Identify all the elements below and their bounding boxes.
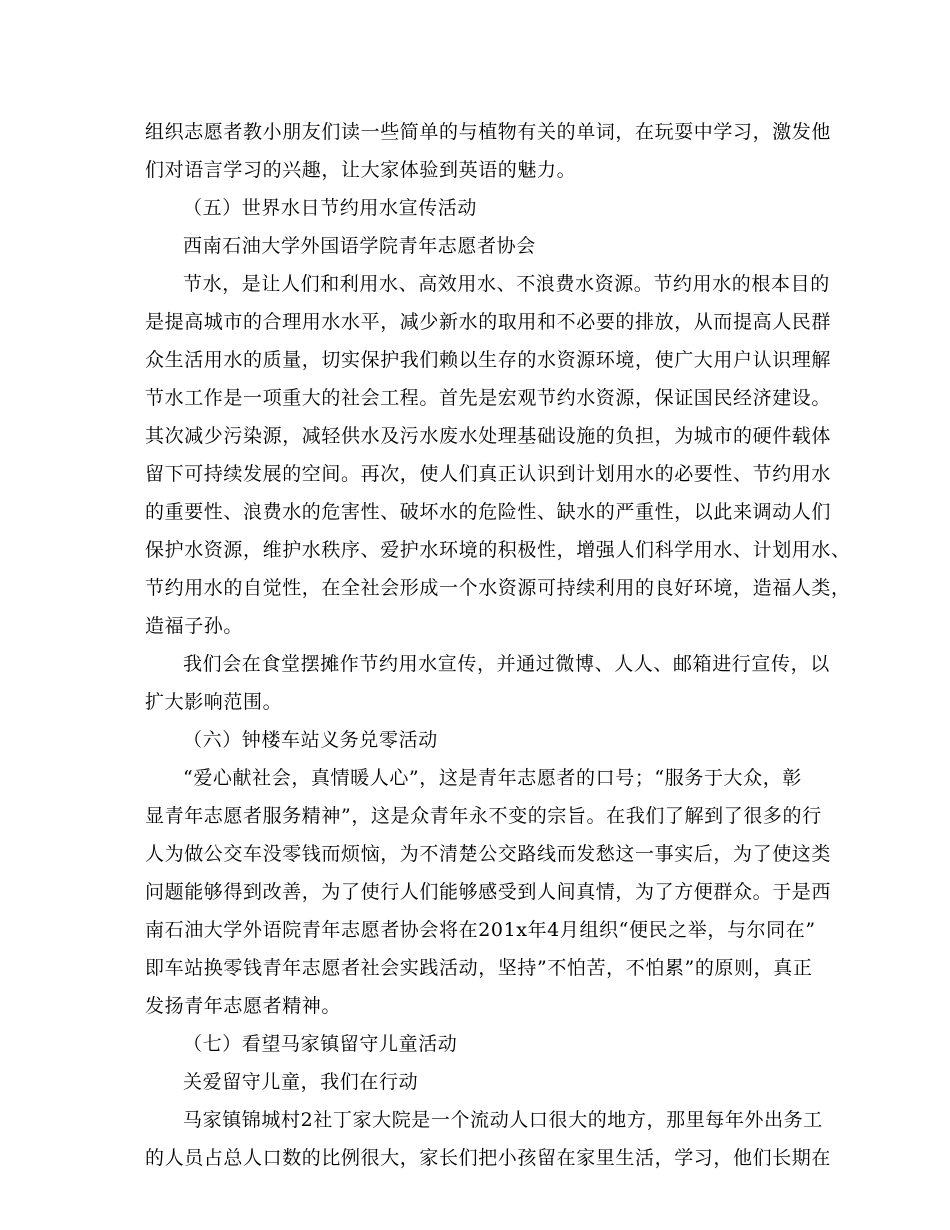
- paragraph-start-line: “爱心献社会，真情暖人心”，这是青年志愿者的口号；“服务于大众，彰: [183, 767, 802, 789]
- body-text-line: 的人员占总人口数的比例很大，家长们把小孩留在家里生活，学习，他们长期在: [145, 1147, 832, 1169]
- body-text-line: 南石油大学外语院青年志愿者协会将在201x年4月组织“便民之举，与尔同在”: [145, 919, 816, 941]
- body-text-line: 其次减少污染源，减轻供水及污水废水处理基础设施的负担，为城市的硬件载体: [145, 425, 832, 447]
- body-text-line: 节水工作是一项重大的社会工程。首先是宏观节约水资源，保证国民经济建设。: [145, 387, 832, 409]
- paragraph-start-line: 马家镇锦城村2社丁家大院是一个流动人口很大的地方，那里每年外出务工: [183, 1109, 823, 1131]
- body-text-line: 问题能够得到改善，为了使行人们能够感受到人间真情，为了方便群众。于是西: [145, 881, 832, 903]
- paragraph-start-line: 我们会在食堂摆摊作节约用水宣传，并通过微博、人人、邮箱进行宣传，以: [183, 653, 830, 675]
- body-text-line: 众生活用水的质量，切实保护我们赖以生存的水资源环境，使广大用户认识理解: [145, 349, 832, 371]
- paragraph-start-line: 节水，是让人们和利用水、高效用水、不浪费水资源。节约用水的根本目的: [183, 273, 830, 295]
- body-text-line: 们对语言学习的兴趣，让大家体验到英语的魅力。: [145, 159, 577, 181]
- section-heading-5: （五）世界水日节约用水宣传活动: [183, 197, 478, 219]
- body-text-line: 组织志愿者教小朋友们读一些简单的与植物有关的单词，在玩耍中学习，激发他: [145, 121, 832, 143]
- section-heading-7: （七）看望马家镇留守儿童活动: [183, 1033, 458, 1055]
- body-text-line: 造福子孙。: [145, 615, 244, 637]
- section-heading-6: （六）钟楼车站义务兑零活动: [183, 729, 438, 751]
- body-text-line: 保护水资源，维护水秩序、爱护水环境的积极性，增强人们科学用水、计划用水、: [145, 539, 851, 561]
- body-text-line: 是提高城市的合理用水水平，减少新水的取用和不必要的排放，从而提高人民群: [145, 311, 832, 333]
- subheading-line: 关爱留守儿童，我们在行动: [183, 1071, 419, 1093]
- body-text-line: 的重要性、浪费水的危害性、破坏水的危险性、缺水的严重性，以此来调动人们: [145, 501, 832, 523]
- body-text-line: 人为做公交车没零钱而烦恼，为不清楚公交路线而发愁这一事实后，为了使这类: [145, 843, 832, 865]
- body-text-line: 发扬青年志愿者精神。: [145, 995, 342, 1017]
- body-text-line: 显青年志愿者服务精神”，这是众青年永不变的宗旨。在我们了解到了很多的行: [145, 805, 822, 827]
- body-text-line: 节约用水的自觉性，在全社会形成一个水资源可持续利用的良好环境，造福人类，: [145, 577, 851, 599]
- body-text-line: 留下可持续发展的空间。再次，使人们真正认识到计划用水的必要性、节约用水: [145, 463, 832, 485]
- body-text-line: 扩大影响范围。: [145, 691, 283, 713]
- organizer-line: 西南石油大学外国语学院青年志愿者协会: [183, 235, 536, 257]
- body-text-line: 即车站换零钱青年志愿者社会实践活动，坚持”不怕苦，不怕累”的原则，真正: [145, 957, 813, 979]
